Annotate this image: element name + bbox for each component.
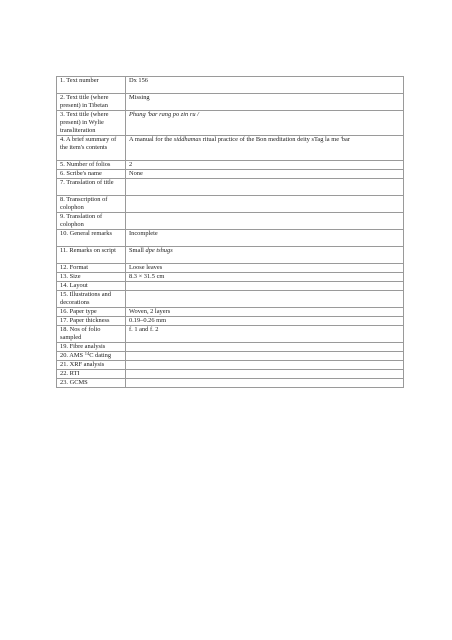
- row-label: 6. Scribe's name: [57, 170, 126, 179]
- table-row: [57, 352, 404, 361]
- table-row: [57, 308, 404, 317]
- table-row: [57, 379, 404, 388]
- table-row: [57, 264, 404, 273]
- row-value: 8.3 × 31.5 cm: [126, 273, 404, 282]
- table-row: [57, 247, 404, 264]
- row-label: 23. GCMS: [57, 379, 126, 388]
- table-row: [57, 94, 404, 111]
- catalog-table: [56, 76, 404, 388]
- table-row: [57, 370, 404, 379]
- row-value: [126, 352, 404, 361]
- table-row: [57, 326, 404, 343]
- row-value: [126, 343, 404, 352]
- row-label: 16. Paper type: [57, 308, 126, 317]
- row-label: 12. Format: [57, 264, 126, 273]
- row-label: 2. Text title (where present) in Tibetan: [57, 94, 126, 111]
- value-text: A manual for the: [129, 136, 174, 143]
- value-italic: siddhamas: [173, 136, 202, 143]
- row-value: [126, 282, 404, 291]
- row-value: [126, 111, 404, 136]
- row-value: 0.19–0.26 mm: [126, 317, 404, 326]
- row-label: 17. Paper thickness: [57, 317, 126, 326]
- row-value: [126, 291, 404, 308]
- row-value: [126, 361, 404, 370]
- table-row: [57, 317, 404, 326]
- row-value: [126, 370, 404, 379]
- row-value: [126, 136, 404, 161]
- row-label: 15. Illustrations and decorations: [57, 291, 126, 308]
- row-value: 2: [126, 161, 404, 170]
- label-superscript: 14: [84, 351, 90, 356]
- row-label: 1. Text number: [57, 77, 126, 94]
- row-label: 5. Number of folios: [57, 161, 126, 170]
- row-label: 10. General remarks: [57, 230, 126, 247]
- row-label: 14. Layout: [57, 282, 126, 291]
- table-row: [57, 170, 404, 179]
- row-value: None: [126, 170, 404, 179]
- table-row: [57, 291, 404, 308]
- table-row: [57, 161, 404, 170]
- table-row: [57, 213, 404, 230]
- table-row: [57, 111, 404, 136]
- label-text: C dating: [89, 352, 112, 359]
- value-italic: Phung 'bar rang po zin ru /: [129, 111, 199, 118]
- row-label: 21. XRF analysis: [57, 361, 126, 370]
- row-value: [126, 196, 404, 213]
- table-row: [57, 230, 404, 247]
- row-value: Dx 156: [126, 77, 404, 94]
- row-label: 19. Fibre analysis: [57, 343, 126, 352]
- row-label: 13. Size: [57, 273, 126, 282]
- row-label: 8. Transcription of colophon: [57, 196, 126, 213]
- table-row: [57, 179, 404, 196]
- row-value: Missing: [126, 94, 404, 111]
- table-row: [57, 282, 404, 291]
- row-label: 4. A brief summary of the item's contents: [57, 136, 126, 161]
- table-row: [57, 77, 404, 94]
- row-label: [57, 352, 126, 361]
- table-row: [57, 136, 404, 161]
- row-label: 7. Translation of title: [57, 179, 126, 196]
- row-label: 3. Text title (where present) in Wylie transliteration: [57, 111, 126, 136]
- row-value: Incomplete: [126, 230, 404, 247]
- value-text: Small: [129, 247, 146, 254]
- row-label: 11. Remarks on script: [57, 247, 126, 264]
- value-text: ritual practice of the Bon meditation deity sTag la me 'bar: [201, 136, 350, 143]
- row-value: Loose leaves: [126, 264, 404, 273]
- row-label: 22. RTI: [57, 370, 126, 379]
- row-value: [126, 247, 404, 264]
- row-value: Woven, 2 layers: [126, 308, 404, 317]
- table-row: [57, 361, 404, 370]
- label-text: 20. AMS: [60, 352, 85, 359]
- table-row: [57, 343, 404, 352]
- row-value: f. 1 and f. 2: [126, 326, 404, 343]
- row-value: [126, 379, 404, 388]
- row-label: 18. Nos of folio sampled: [57, 326, 126, 343]
- table-row: [57, 196, 404, 213]
- row-value: [126, 179, 404, 196]
- row-value: [126, 213, 404, 230]
- value-italic: dpe tshugs: [145, 247, 173, 254]
- row-label: 9. Translation of colophon: [57, 213, 126, 230]
- table-row: [57, 273, 404, 282]
